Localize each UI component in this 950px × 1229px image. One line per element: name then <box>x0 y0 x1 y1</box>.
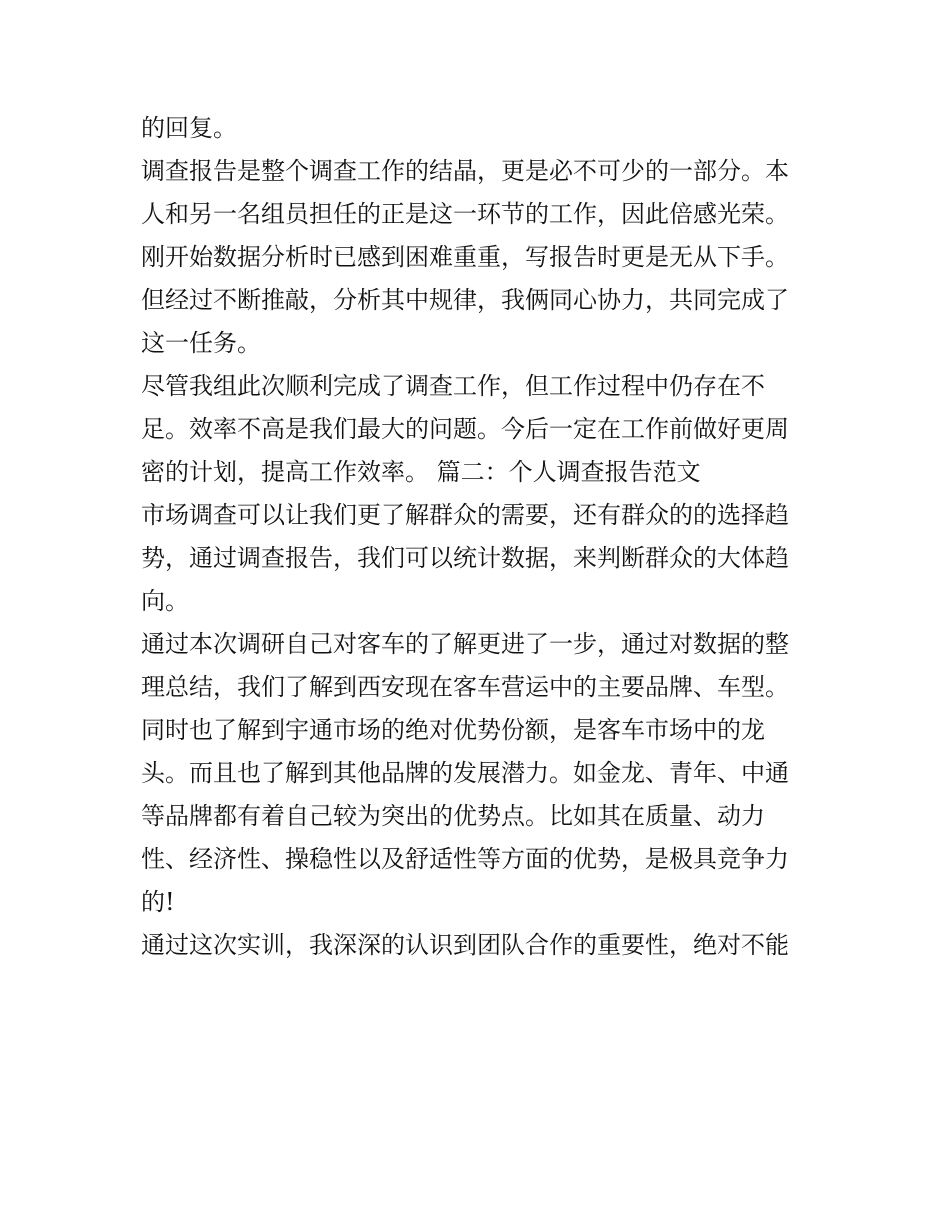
text-line: 同时也了解到宇通市场的绝对优势份额，是客车市场中的龙 <box>141 716 765 744</box>
text-line: 通过本次调研自己对客车的了解更进了一步，通过对数据的整 <box>141 630 789 658</box>
text-line: 但经过不断推敲，分析其中规律，我俩同心协力，共同完成了 <box>141 286 789 314</box>
text-line: 的回复。 <box>141 114 237 142</box>
text-line: 这一任务。 <box>141 329 261 357</box>
text-line: 等品牌都有着自己较为突出的优势点。比如其在质量、动力 <box>141 802 765 830</box>
text-line: 人和另一名组员担任的正是这一环节的工作，因此倍感光荣。 <box>141 200 789 228</box>
text-line: 调查报告是整个调查工作的结晶，更是必不可少的一部分。本 <box>141 157 789 185</box>
text-line: 向。 <box>141 587 189 615</box>
text-line: 刚开始数据分析时已感到困难重重，写报告时更是无从下手。 <box>141 243 789 271</box>
text-line: 市场调查可以让我们更了解群众的需要，还有群众的的选择趋 <box>141 501 789 529</box>
text-line: 理总结，我们了解到西安现在客车营运中的主要品牌、车型。 <box>141 673 789 701</box>
text-line: 尽管我组此次顺利完成了调查工作，但工作过程中仍存在不 <box>141 372 765 400</box>
section-heading-line: 密的计划，提高工作效率。 篇二：个人调查报告范文 <box>141 458 701 486</box>
text-line: 足。效率不高是我们最大的问题。今后一定在工作前做好更周 <box>141 415 789 443</box>
body-text <box>141 107 821 967</box>
text-line: 性、经济性、操稳性以及舒适性等方面的优势，是极具竞争力 <box>141 845 789 873</box>
text-line: 通过这次实训，我深深的认识到团队合作的重要性，绝对不能 <box>141 931 789 959</box>
text-line: 头。而且也了解到其他品牌的发展潜力。如金龙、青年、中通 <box>141 759 789 787</box>
text-line: 势，通过调查报告，我们可以统计数据，来判断群众的大体趋 <box>141 544 789 572</box>
text-line: 的! <box>141 888 175 916</box>
